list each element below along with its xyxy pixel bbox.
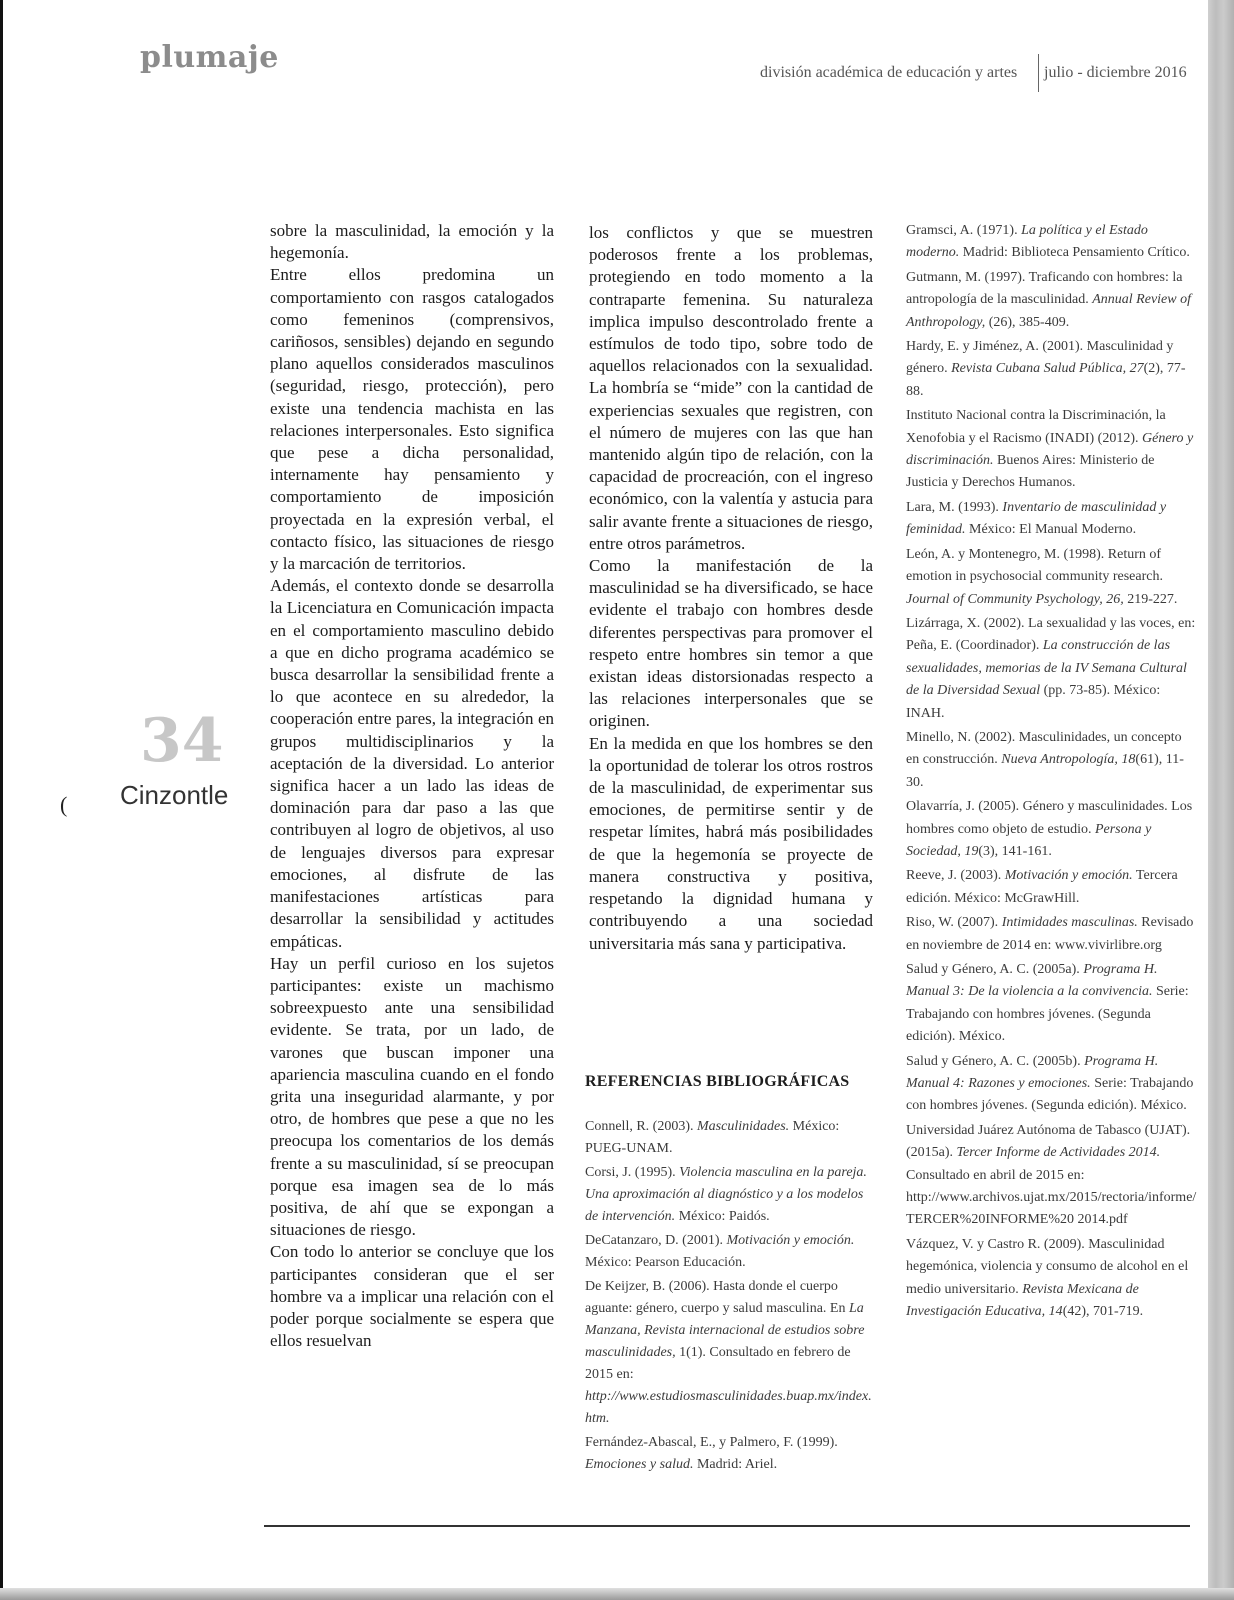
reference-entry: Riso, W. (2007). Intimidades masculinas. Revisado en noviembre de 2014 en: www.vivirlibre.org	[906, 915, 1194, 953]
magazine-title: plumaje	[140, 40, 279, 75]
paragraph: Además, el contexto donde se desarrolla la Licenciatura en Comunicación impacta en el comportamiento masculino debido a que en dicho programa académico se busca desarrollar la sensibilidad frente a lo que acontece en su alrededor, la cooperación entre pares, la integración en grupos multidisciplinarios y la aceptación de la diversidad. Lo anterior significa hacer a un lado las ideas de dominación para dar paso a las que contribuyen al logro de objetivos, al uso de lenguajes diversos para expresar emociones, al disfrute de las manifestaciones artísticas para desarrollar la sensibilidad y actitudes empáticas.	[270, 576, 554, 951]
paragraph: Con todo lo anterior se concluye que los participantes consideran que el ser hombre va a implicar una relación con el poder porque socialmente se espera que ellos resuelvan	[270, 1242, 554, 1351]
reference-entry: Corsi, J. (1995). Violencia masculina en la pareja. Una aproximación al diagnóstico y a los modelos de intervención. México: Paidós.	[585, 1165, 867, 1224]
body-column-2	[589, 222, 873, 955]
paragraph: Entre ellos predomina un comportamiento con rasgos catalogados como femeninos (comprensivos, cariñosos, sensibles) dejando en segundo plano aquellos considerados masculinos (seguridad, riesgo, protección), pero existe una tendencia machista en las relaciones interpersonales. Esto significa que pese a dicha personalidad, internamente hay pensamiento y comportamiento de imposición proyectada en la expresión verbal, el contacto físico, las situaciones de riesgo y la marcación de territorios.	[270, 265, 554, 574]
reference-entry: DeCatanzaro, D. (2001). Motivación y emoción. México: Pearson Educación.	[585, 1233, 855, 1270]
reference-entry: Reeve, J. (2003). Motivación y emoción. Tercera edición. México: McGrawHill.	[906, 868, 1178, 906]
reference-entry: Gramsci, A. (1971). La política y el Estado moderno. Madrid: Biblioteca Pensamiento Crítico.	[906, 223, 1190, 261]
reference-entry: Universidad Juárez Autónoma de Tabasco (UJAT). (2015a). Tercer Informe de Actividades 2014. Consultado en abril de 2015 en: http://www.archivos.ujat.mx/2015/rectoria/informe/TERCER%20INFORME%20 2014.pdf	[906, 1122, 1197, 1228]
reference-entry: Minello, N. (2002). Masculinidades, un concepto en construcción. Nueva Antropología, 18(61), 11-30.	[906, 729, 1184, 790]
scan-edge-bottom	[0, 1588, 1234, 1600]
reference-entry: Fernández-Abascal, E., y Palmero, F. (1999). Emociones y salud. Madrid: Ariel.	[585, 1435, 838, 1472]
scan-edge-right	[1208, 0, 1234, 1600]
margin-mark: (	[60, 792, 68, 817]
references-heading: REFERENCIAS BIBLIOGRÁFICAS	[585, 1073, 850, 1090]
paragraph: Hay un perfil curioso en los sujetos participantes: existe un machismo sobreexpuesto ante una sensibilidad evidente. Se trata, por un lado, de varones que buscan imponer una apariencia masculina cuando en el fondo grita una inseguridad alarmante, y por otro, de hombres que pese a que no les preocupa los comentarios de los demás frente a su masculinidad, sí se preocupan porque esa imagen sea de lo más positiva, de ahí que se expongan a situaciones de riesgo.	[270, 953, 554, 1240]
division-name: división académica de educación y artes	[760, 64, 1018, 81]
reference-entry: Lara, M. (1993). Inventario de masculinidad y feminidad. México: El Manual Moderno.	[906, 499, 1167, 538]
reference-entry: Vázquez, V. y Castro R. (2009). Masculinidad hegemónica, violencia y consumo de alcohol en el medio universitario. Revista Mexicana de Investigación Educativa, 14(42), 701-719.	[906, 1236, 1189, 1320]
reference-entry: Salud y Género, A. C. (2005b). Programa H. Manual 4: Razones y emociones. Serie: Trabajando con hombres jóvenes. (Segunda edición). México.	[906, 1053, 1194, 1114]
references-list-b	[906, 220, 1198, 1326]
paragraph: En la medida en que los hombres se den la oportunidad de tolerar los otros rostros de la masculinidad, de experimentar sus emociones, de permitirse sentir y de respetar límites, habrá más posibilidades de que la hegemonía se proyecte de manera constructiva y positiva, respetando la dignidad humana y contribuyendo a una sociedad universitaria más sana y participativa.	[589, 733, 873, 953]
reference-entry: Hardy, E. y Jiménez, A. (2001). Masculinidad y género. Revista Cubana Salud Pública, 27(2), 77-88.	[906, 339, 1186, 399]
footer-rule	[264, 1525, 1190, 1527]
reference-entry: Lizárraga, X. (2002). La sexualidad y las voces, en: Peña, E. (Coordinador). La construcción de las sexualidades, memorias de la IV Semana Cultural de la Diversidad Sexual (pp. 73-85). México: INAH.	[906, 615, 1196, 721]
running-header	[760, 60, 1200, 90]
reference-entry: Salud y Género, A. C. (2005a). Programa H. Manual 3: De la violencia a la convivencia. Serie: Trabajando con hombres jóvenes. (Segunda edición). México.	[906, 962, 1189, 1045]
scan-edge-left	[0, 0, 3, 1600]
references-list-a	[585, 1116, 877, 1478]
section-name: Cinzontle	[120, 780, 229, 810]
reference-entry: Connell, R. (2003). Masculinidades. México: PUEG-UNAM.	[585, 1119, 840, 1156]
reference-entry: Gutmann, M. (1997). Traficando con hombres: la antropología de la masculinidad. Annual Review of Anthropology, (26), 385-409.	[906, 269, 1191, 330]
reference-entry: Olavarría, J. (2005). Género y masculinidades. Los hombres como objeto de estudio. Persona y Sociedad, 19(3), 141-161.	[906, 799, 1193, 859]
issue-dates: julio - diciembre 2016	[1044, 64, 1187, 81]
paragraph: los conflictos y que se muestren poderosos frente a los problemas, protegiendo en todo momento a la contraparte femenina. Su naturaleza implica impulso descontrolado frente a estímulos de todo tipo, sobre todo de aquellos relacionados con la sexualidad. La hombría se “mide” con la cantidad de experiencias sexuales que registren, con el número de mujeres con las que han mantenido algún tipo de relación, con la capacidad de procreación, con el ingreso económico, con la valentía y astucia para salir avante frente a situaciones de riesgo, entre otros parámetros.	[589, 223, 873, 553]
reference-entry: De Keijzer, B. (2006). Hasta donde el cuerpo aguante: género, cuerpo y salud masculina. En La Manzana, Revista internacional de estudios sobre masculinidades, 1(1). Consultado en febrero de 2015 en: http://www.estudiosmasculinidades.buap.mx/index.htm.	[585, 1279, 872, 1426]
paragraph: Como la manifestación de la masculinidad se ha diversificado, se hace evidente el trabajo con hombres desde diferentes perspectivas para promover el respeto entre hombres sin temor a que existan ideas distorsionadas respecto a las relaciones interpersonales que se originen.	[589, 556, 873, 731]
page-number: 34	[140, 706, 224, 776]
reference-entry: León, A. y Montenegro, M. (1998). Return of emotion in psychosocial community research. Journal of Community Psychology, 26, 219-227.	[906, 546, 1178, 607]
body-column-1	[270, 220, 554, 1352]
paragraph: sobre la masculinidad, la emoción y la hegemonía.	[270, 221, 554, 263]
header-separator	[1038, 54, 1039, 92]
reference-entry: Instituto Nacional contra la Discriminación, la Xenofobia y el Racismo (INADI) (2012). Género y discriminación. Buenos Aires: Ministerio de Justicia y Derechos Humanos.	[906, 408, 1194, 491]
